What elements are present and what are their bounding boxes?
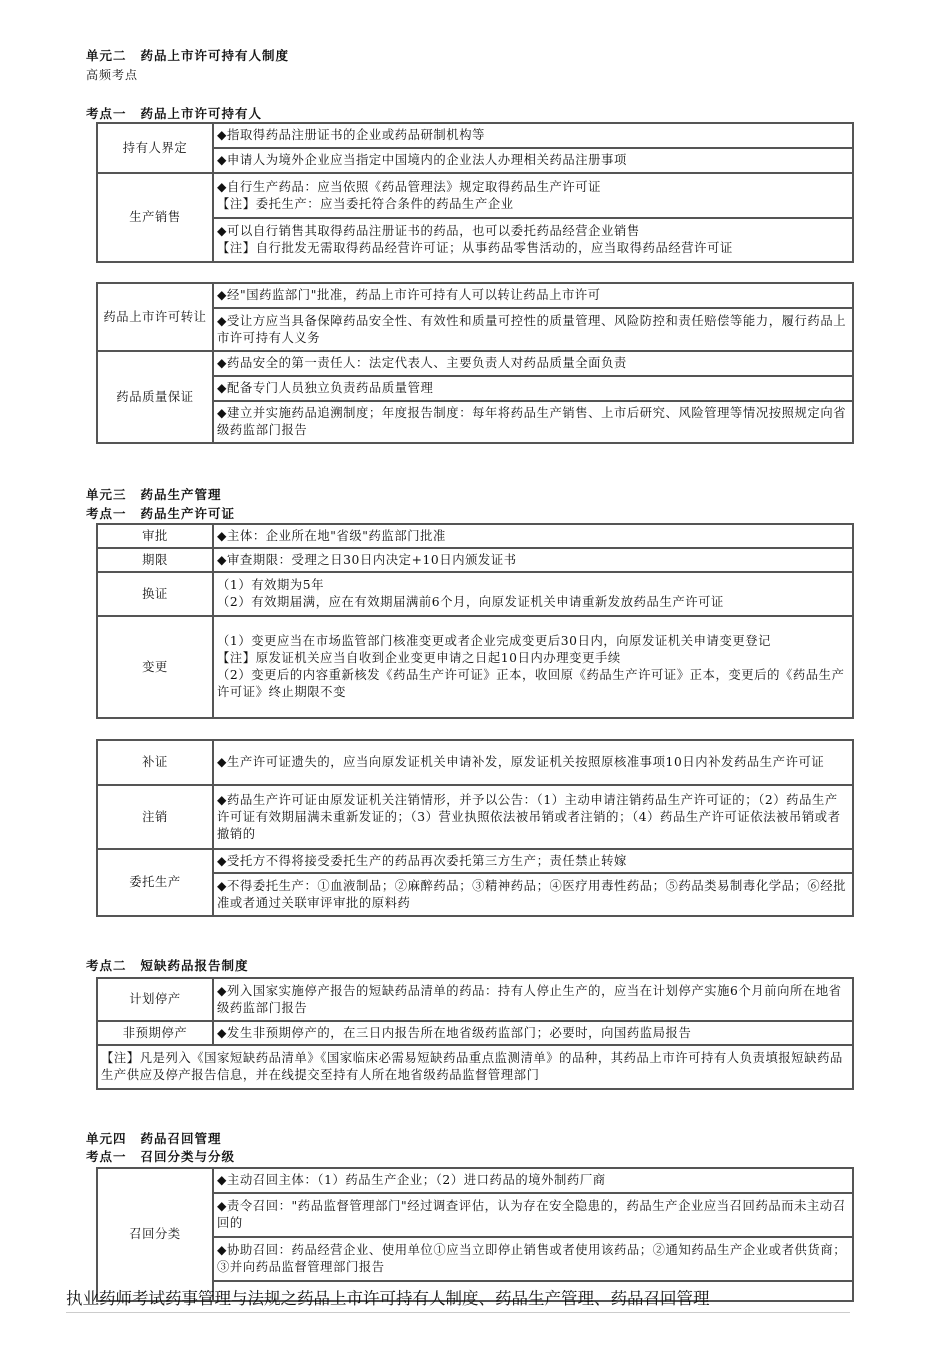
- unit3-kp2-heading: [86, 958, 249, 974]
- table-cell: [213, 218, 853, 262]
- cell-line: 【注】自行批发无需取得药品经营许可证；从事药品零售活动的，应当取得药品经营许可证: [217, 241, 733, 255]
- table-cell: ◆发生非预期停产的，在三日内报告所在地省级药监部门；必要时，向国药监局报告: [213, 1021, 853, 1045]
- table-cell: ◆列入国家实施停产报告的短缺药品清单的药品：持有人停止生产的，应当在计划停产实施6个月前向所在地省级药监部门报告: [213, 978, 853, 1021]
- unit4-number: 单元四: [86, 1131, 127, 1146]
- row-label: 期限: [97, 548, 213, 572]
- table-cell: ◆主体：企业所在地"省级"药监部门批准: [213, 524, 853, 548]
- table-cell: [213, 572, 853, 616]
- unit4-heading: [86, 1131, 222, 1147]
- footer-divider: [66, 1312, 850, 1313]
- table-cell: ◆建立并实施药品追溯制度；年度报告制度：每年将药品生产销售、上市后研究、风险管理等情况按照规定向省级药监部门报告: [213, 401, 853, 443]
- kp-number: 考点一: [86, 1149, 127, 1164]
- kp-number: 考点一: [86, 506, 127, 521]
- table-cell: ◆申请人为境外企业应当指定中国境内的企业法人办理相关药品注册事项: [213, 148, 853, 173]
- cell-line: 【注】委托生产：应当委托符合条件的药品生产企业: [217, 196, 514, 211]
- row-label: 计划停产: [97, 978, 213, 1021]
- table-cell: ◆经"国药监部门"批准，药品上市许可持有人可以转让药品上市许可: [213, 283, 853, 308]
- kp-number: 考点二: [86, 958, 127, 973]
- kp-title: 短缺药品报告制度: [140, 958, 249, 973]
- unit3-kp1-heading: [86, 506, 235, 522]
- row-label: 注销: [97, 785, 213, 849]
- row-label: 换证: [97, 572, 213, 616]
- unit3-number: 单元三: [86, 487, 127, 502]
- table-cell: [213, 616, 853, 718]
- cell-line: （2）有效期届满，应在有效期届满前6个月，向原发证机关申请重新发放药品生产许可证: [217, 595, 724, 609]
- unit4-title: 药品召回管理: [140, 1131, 222, 1146]
- cell-line: ◆可以自行销售其取得药品注册证书的药品，也可以委托药品经营企业销售: [217, 224, 640, 238]
- unit3-heading: [86, 487, 222, 503]
- row-label: 变更: [97, 616, 213, 718]
- row-label: 药品质量保证: [97, 351, 213, 443]
- cell-line: 【注】原发证机关应当自收到企业变更申请之日起10日内办理变更手续: [217, 651, 621, 665]
- cell-line: （1）有效期为5年: [217, 578, 325, 592]
- table-cell: ◆审查期限：受理之日30日内决定+10日内颁发证书: [213, 548, 853, 572]
- unit4-kp1-heading: [86, 1149, 235, 1165]
- unit2-number: 单元二: [86, 48, 127, 63]
- table-cell: ◆不得委托生产：①血液制品；②麻醉药品；③精神药品；④医疗用毒性药品；⑤药品类易制毒化学品；⑥经批准或者通过关联审评审批的原料药: [213, 873, 853, 916]
- table-cell: ◆药品生产许可证由原发证机关注销情形，并予以公告：（1）主动申请注销药品生产许可证的；（2）药品生产许可证有效期届满未重新发证的；（3）营业执照依法被吊销或者注销的；（4）药品生产许可证依法被吊销或者撤销的: [213, 785, 853, 849]
- table-cell: ◆药品安全的第一责任人：法定代表人、主要负责人对药品质量全面负责: [213, 351, 853, 376]
- row-label: 持有人界定: [97, 123, 213, 173]
- row-label: 召回分类: [97, 1168, 213, 1301]
- table-cell: ◆指取得药品注册证书的企业或药品研制机构等: [213, 123, 853, 148]
- row-label: 药品上市许可转让: [97, 283, 213, 351]
- document-title-footer: 执业药师考试药事管理与法规之药品上市许可持有人制度、药品生产管理、药品召回管理: [66, 1289, 710, 1308]
- unit2-title: 药品上市许可持有人制度: [140, 48, 290, 63]
- reissue-cancel-table: [96, 739, 854, 917]
- cell-line: ◆自行生产药品：应当依照《药品管理法》规定取得药品生产许可证: [217, 179, 602, 194]
- transfer-quality-table: [96, 282, 854, 444]
- unit3-title: 药品生产管理: [140, 487, 222, 502]
- table-cell: ◆主动召回主体：（1）药品生产企业；（2）进口药品的境外制药厂商: [213, 1168, 853, 1193]
- unit2-heading: [86, 48, 289, 64]
- row-label: 非预期停产: [97, 1021, 213, 1045]
- recall-table: [96, 1167, 854, 1302]
- table-cell: ◆受托方不得将接受委托生产的药品再次委托第三方生产；责任禁止转嫁: [213, 849, 853, 873]
- table-cell: ◆受让方应当具备保障药品安全性、有效性和质量可控性的质量管理、风险防控和责任赔偿等能力，履行药品上市许可持有人义务: [213, 308, 853, 351]
- cell-line: （2）变更后的内容重新核发《药品生产许可证》正本，收回原《药品生产许可证》正本，变更后的《药品生产许可证》终止期限不变: [217, 668, 845, 699]
- kp-title: 药品生产许可证: [140, 506, 236, 521]
- unit2-kp1-heading: [86, 106, 262, 122]
- table-cell: [213, 173, 853, 218]
- holder-table: [96, 122, 854, 263]
- table-note: 【注】凡是列入《国家短缺药品清单》《国家临床必需易短缺药品重点监测清单》的品种，其药品上市许可持有人负责填报短缺药品生产供应及停产报告信息，并在线提交至持有人所在地省级药品监督管理部门: [97, 1045, 853, 1089]
- shortage-table: [96, 977, 854, 1090]
- kp-number: 考点一: [86, 106, 127, 121]
- unit2-subtitle: 高频考点: [86, 68, 139, 82]
- table-cell: ◆生产许可证遗失的，应当向原发证机关申请补发，原发证机关按照原核准事项10日内补发药品生产许可证: [213, 740, 853, 785]
- row-label: 生产销售: [97, 173, 213, 262]
- license-table: [96, 523, 854, 719]
- table-cell: ◆配备专门人员独立负责药品质量管理: [213, 376, 853, 401]
- row-label: 委托生产: [97, 849, 213, 916]
- table-cell: ◆责令召回："药品监督管理部门"经过调查评估，认为存在安全隐患的，药品生产企业应当召回药品而未主动召回的: [213, 1193, 853, 1237]
- row-label: 审批: [97, 524, 213, 548]
- kp-title: 药品上市许可持有人: [140, 106, 263, 121]
- table-cell: ◆协助召回：药品经营企业、使用单位①应当立即停止销售或者使用该药品；②通知药品生产企业或者供货商；③并向药品监督管理部门报告: [213, 1237, 853, 1281]
- kp-title: 召回分类与分级: [140, 1149, 236, 1164]
- cell-line: （1）变更应当在市场监管部门核准变更或者企业完成变更后30日内，向原发证机关申请变更登记: [217, 634, 772, 648]
- row-label: 补证: [97, 740, 213, 785]
